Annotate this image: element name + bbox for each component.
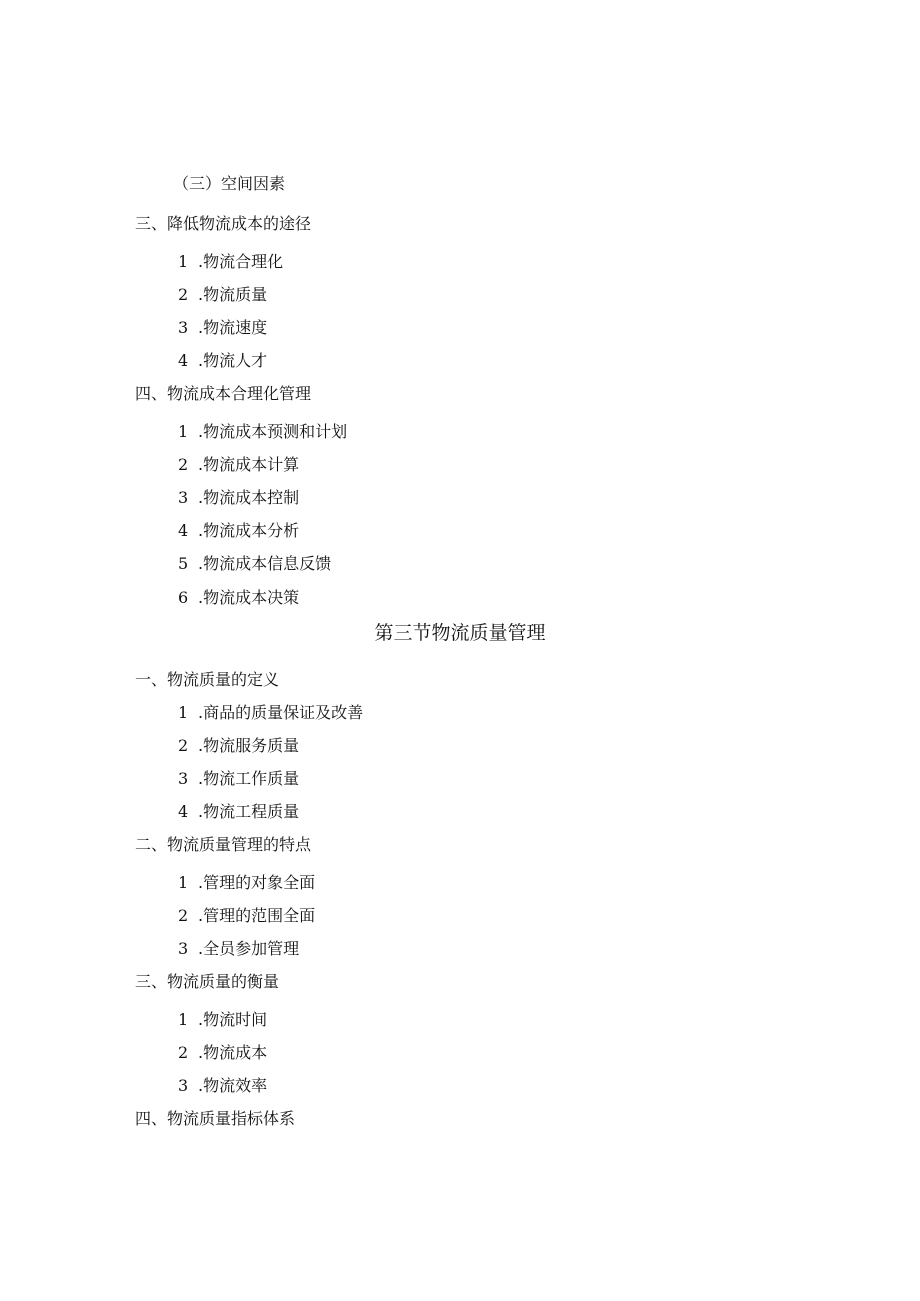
list-item — [178, 802, 299, 822]
item-text: .管理的对象全面 — [198, 873, 316, 892]
list-item — [178, 318, 267, 338]
item-text: .物流工作质量 — [198, 769, 300, 788]
list-item — [178, 939, 299, 959]
item-number: 2 — [178, 1043, 189, 1062]
list-item — [178, 736, 299, 756]
list-item — [178, 906, 315, 926]
heading-cost-rational-management: 四、物流成本合理化管理 — [135, 384, 312, 403]
list-item — [178, 521, 299, 541]
item-text: .物流速度 — [198, 318, 268, 337]
item-number: 4 — [178, 521, 189, 540]
item-number: 4 — [178, 802, 189, 821]
item-text: .物流成本控制 — [198, 488, 300, 507]
item-text: .管理的范围全面 — [198, 906, 316, 925]
item-number: 3 — [178, 939, 189, 958]
list-item — [178, 588, 299, 608]
item-text: .物流工程质量 — [198, 802, 300, 821]
item-number: 1 — [178, 252, 189, 271]
item-number: 3 — [178, 318, 189, 337]
item-text: .物流效率 — [198, 1076, 268, 1095]
item-number: 1 — [178, 873, 189, 892]
list-item — [178, 1010, 267, 1030]
list-item — [178, 554, 331, 574]
item-number: 6 — [178, 588, 189, 607]
item-text: .物流成本预测和计划 — [198, 422, 348, 441]
item-text: .物流成本信息反馈 — [198, 554, 332, 573]
item-number: 5 — [178, 554, 189, 573]
list-item — [178, 873, 315, 893]
list-item — [178, 1076, 267, 1096]
section-title: 第三节物流质量管理 — [374, 622, 546, 644]
list-item — [178, 488, 299, 508]
item-text: .物流成本计算 — [198, 455, 300, 474]
item-text: .物流成本决策 — [198, 588, 300, 607]
item-text: .物流成本 — [198, 1043, 268, 1062]
list-item — [178, 285, 267, 305]
item-number: 3 — [178, 1076, 189, 1095]
item-number: 4 — [178, 351, 189, 370]
list-item — [178, 769, 299, 789]
item-number: 3 — [178, 769, 189, 788]
item-text: .物流服务质量 — [198, 736, 300, 755]
item-number: 2 — [178, 455, 189, 474]
item-number: 2 — [178, 906, 189, 925]
item-number: 2 — [178, 736, 189, 755]
heading-quality-definition: 一、物流质量的定义 — [135, 670, 280, 689]
item-number: 1 — [178, 1010, 189, 1029]
list-item — [178, 1043, 267, 1063]
list-item — [178, 252, 283, 272]
item-text: .全员参加管理 — [198, 939, 300, 958]
heading-quality-measurement: 三、物流质量的衡量 — [135, 972, 280, 991]
heading-quality-mgmt-features: 二、物流质量管理的特点 — [135, 835, 312, 854]
list-item — [178, 703, 363, 723]
item-text: .物流合理化 — [198, 252, 284, 271]
heading-quality-index-system: 四、物流质量指标体系 — [135, 1109, 296, 1128]
item-text: .物流人才 — [198, 351, 268, 370]
list-item — [178, 455, 299, 475]
item-text: .物流成本分析 — [198, 521, 300, 540]
list-item — [178, 351, 267, 371]
list-item — [178, 422, 347, 442]
item-text: .商品的质量保证及改善 — [198, 703, 364, 722]
item-text: .物流质量 — [198, 285, 268, 304]
item-text: .物流时间 — [198, 1010, 268, 1029]
item-number: 3 — [178, 488, 189, 507]
item-number: 2 — [178, 285, 189, 304]
item-number: 1 — [178, 422, 189, 441]
heading-reduce-cost-ways: 三、降低物流成本的途径 — [135, 214, 312, 233]
item-number: 1 — [178, 703, 189, 722]
subheading-space-factor: （三）空间因素 — [173, 174, 286, 193]
